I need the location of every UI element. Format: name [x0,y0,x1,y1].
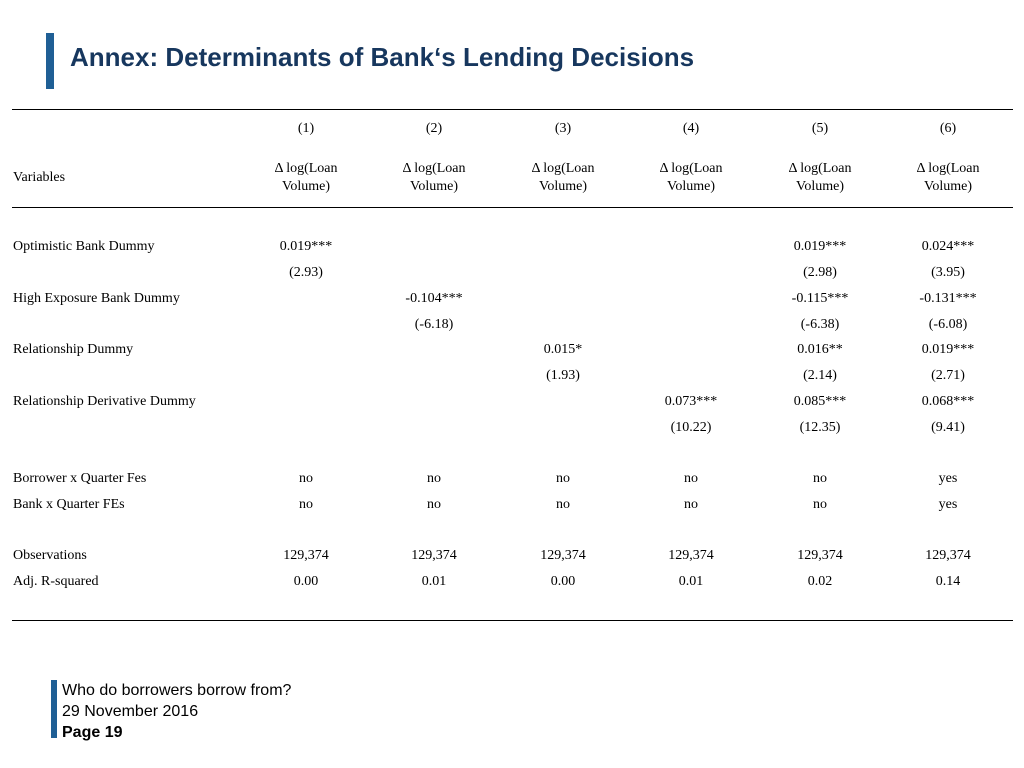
statistic-cell: 0.14 [935,574,961,589]
t-stat-cell: (2.14) [803,368,837,383]
footer-presentation-title: Who do borrowers borrow from? [62,682,292,699]
dependent-variable-header [765,160,875,196]
statistic-cell: 0.01 [678,574,704,589]
column-number: (6) [939,121,957,136]
t-stat-cell: (1.93) [546,368,580,383]
fixed-effect-cell: yes [938,497,958,512]
footer-accent-bar [51,680,57,738]
fixed-effect-cell: no [427,497,441,512]
column-number: (2) [425,121,443,136]
dependent-variable-header [636,160,746,196]
row-label: Relationship Dummy [13,342,134,357]
row-label: Relationship Derivative Dummy [13,394,196,409]
statistic-cell: 129,374 [540,548,586,563]
dependent-variable-line2: Volume) [410,179,458,194]
fixed-effect-cell: no [299,497,313,512]
t-stat-cell: (2.71) [931,368,965,383]
row-label: High Exposure Bank Dummy [13,291,180,306]
statistic-cell: 0.00 [550,574,576,589]
coefficient-cell: 0.019*** [793,239,847,254]
statistic-label: Observations [13,548,87,563]
dependent-variable-line1: Δ log(Loan [274,161,338,176]
variables-label: Variables [13,170,66,185]
dependent-variable-line2: Volume) [924,179,972,194]
footer-date: 29 November 2016 [62,703,199,720]
statistic-cell: 129,374 [668,548,714,563]
statistic-cell: 0.02 [807,574,833,589]
t-stat-cell: (-6.18) [414,317,454,332]
dependent-variable-line1: Δ log(Loan [659,161,723,176]
coefficient-cell: 0.015* [543,342,583,357]
coefficient-cell: -0.131*** [919,291,977,306]
dependent-variable-line1: Δ log(Loan [402,161,466,176]
coefficient-cell: 0.068*** [921,394,975,409]
dependent-variable-line2: Volume) [667,179,715,194]
dependent-variable-header [508,160,618,196]
t-stat-cell: (-6.08) [928,317,968,332]
dependent-variable-line1: Δ log(Loan [916,161,980,176]
coefficient-cell: -0.104*** [405,291,463,306]
fixed-effect-cell: no [684,471,698,486]
t-stat-cell: (3.95) [931,265,965,280]
coefficient-cell: 0.019*** [921,342,975,357]
page-title: Annex: Determinants of Bank‘s Lending Decisions [70,42,695,72]
statistic-cell: 129,374 [925,548,971,563]
statistic-cell: 0.01 [421,574,447,589]
dependent-variable-line2: Volume) [282,179,330,194]
column-number: (1) [297,121,315,136]
statistic-cell: 129,374 [411,548,457,563]
dependent-variable-line1: Δ log(Loan [531,161,595,176]
fixed-effect-cell: no [813,497,827,512]
footer [62,680,291,743]
dependent-variable-header [893,160,1003,196]
coefficient-cell: 0.016** [797,342,843,357]
statistic-label: Adj. R-squared [13,574,99,589]
t-stat-cell: (2.93) [289,265,323,280]
fixed-effect-cell: no [299,471,313,486]
t-stat-cell: (-6.38) [800,317,840,332]
t-stat-cell: (2.98) [803,265,837,280]
dependent-variable-header [251,160,361,196]
t-stat-cell: (10.22) [670,420,712,435]
fixed-effect-cell: no [813,471,827,486]
column-number: (5) [811,121,829,136]
statistic-cell: 129,374 [283,548,329,563]
row-label: Optimistic Bank Dummy [13,239,155,254]
coefficient-cell: 0.024*** [921,239,975,254]
t-stat-cell: (12.35) [799,420,841,435]
fixed-effect-cell: no [556,497,570,512]
column-number: (4) [682,121,700,136]
fixed-effect-label: Bank x Quarter FEs [13,497,125,512]
dependent-variable-line1: Δ log(Loan [788,161,852,176]
dependent-variable-line2: Volume) [539,179,587,194]
coefficient-cell: 0.085*** [793,394,847,409]
dependent-variable-header [379,160,489,196]
coefficient-cell: -0.115*** [791,291,849,306]
t-stat-cell: (9.41) [931,420,965,435]
fixed-effect-cell: no [427,471,441,486]
coefficient-cell: 0.019*** [279,239,333,254]
fixed-effect-cell: no [556,471,570,486]
dependent-variable-line2: Volume) [796,179,844,194]
column-number: (3) [554,121,572,136]
regression-table [12,0,1013,768]
page-number: Page 19 [62,724,123,741]
statistic-cell: 129,374 [797,548,843,563]
fixed-effect-cell: yes [938,471,958,486]
fixed-effect-label: Borrower x Quarter Fes [13,471,147,486]
statistic-cell: 0.00 [293,574,319,589]
fixed-effect-cell: no [684,497,698,512]
coefficient-cell: 0.073*** [664,394,718,409]
